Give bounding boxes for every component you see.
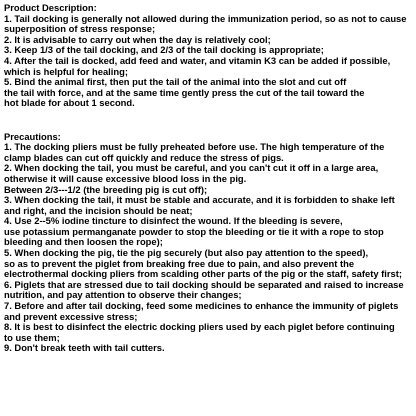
precautions-line: and prevent excessive stress; [4, 311, 138, 322]
description-heading: Product Description: [4, 3, 97, 13]
precautions-line: 5. When docking the pig, tie the pig securely (but also pay attention to the speed), [4, 248, 369, 259]
precautions-line: nutrition, and pay attention to observe their changes; [4, 290, 242, 301]
precautions-line: 9. Don't break teeth with tail cutters. [4, 343, 165, 354]
precautions-line: 2. When docking the tail, you must be careful, and you can't cut it off in a large area, [4, 163, 379, 174]
description-line: 5. Bind the animal first, then put the tail of the animal into the slot and cut off [4, 77, 347, 88]
precautions-line: use potassium permanganate powder to stop the bleeding or tie it with a rope to stop [4, 226, 384, 237]
description-line: 2. It is advisable to carry out when the day is relatively cool; [4, 34, 271, 45]
precautions-heading: Precautions: [4, 131, 61, 142]
precautions-line: Between 2/3---1/2 (the breeding pig is cut off); [4, 184, 208, 195]
precautions-line: bleeding and then loosen the rope); [4, 237, 163, 248]
section-spacer [4, 121, 414, 132]
description-line: 3. Keep 1/3 of the tail docking, and 2/3 of the tail docking is appropriate; [4, 45, 324, 56]
description-line: superposition of stress response; [4, 24, 156, 35]
precautions-line: clamp blades can cut off quickly and reduce the stress of pigs. [4, 152, 284, 163]
precautions-line: 4. Use 2--5% iodine tincture to disinfect the wound. If the bleeding is severe, [4, 216, 343, 227]
precautions-line: so as to prevent the piglet from breaking free due to pain, and also prevent the [4, 258, 355, 269]
precautions-line: to use them; [4, 332, 60, 343]
description-line: which is helpful for healing; [4, 66, 128, 77]
description-line: hot blade for about 1 second. [4, 98, 135, 109]
description-line: 1. Tail docking is generally not allowed during the immunization period, so as not to cause [4, 13, 407, 24]
precautions-line: and right, and the incision should be neat; [4, 205, 193, 216]
precautions-line: 1. The docking pliers must be fully preheated before use. The high temperature of the [4, 142, 385, 153]
section-spacer [4, 109, 414, 121]
precautions-line: 3. When docking the tail, it must be stable and accurate, and it is forbidden to shake left [4, 195, 395, 206]
precautions-line: 7. Before and after tail docking, feed some medicines to enhance the immunity of piglets [4, 301, 399, 312]
precautions-line: 6. Piglets that are stressed due to tail docking should be separated and raised to increase [4, 279, 404, 290]
precautions-line: otherwise it will cause excessive blood loss in the pig. [4, 173, 247, 184]
document-body [4, 3, 414, 354]
description-line: 4. After the tail is docked, add feed and water, and vitamin K3 can be added if possible, [4, 55, 391, 66]
precautions-line: 8. It is best to disinfect the electric docking pliers used by each piglet before continuing [4, 322, 395, 333]
precautions-line: electrothermal docking pliers from scalding other parts of the pig or the staff, safety first; [4, 269, 402, 280]
description-line: the tail with force, and at the same time gently press the cut of the tail toward the [4, 87, 365, 98]
